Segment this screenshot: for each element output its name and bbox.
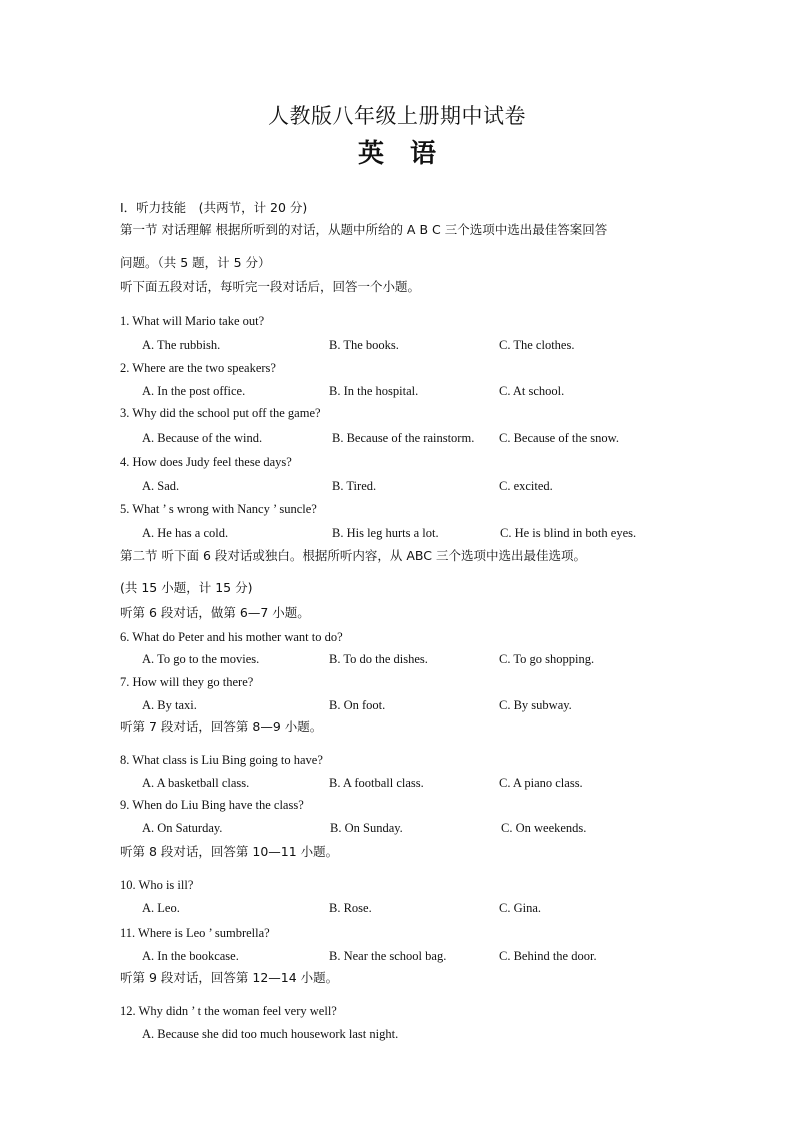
option-a: A. Because of the wind.	[142, 431, 263, 445]
part1-listen-instruction: 听下面五段对话，每听完一段对话后，回答一个小题。	[120, 279, 421, 294]
exam-title: 人教版八年级上册期中试卷	[268, 104, 526, 128]
options-1	[142, 337, 702, 353]
option-b: B. On Sunday.	[330, 821, 403, 835]
option-b: B. A football class.	[329, 776, 424, 790]
options-4	[142, 478, 702, 494]
section-heading: I．听力技能 (共两节，计 20 分)	[120, 200, 308, 215]
part2-instruction-line2: (共 15 小题，计 15 分)	[120, 580, 253, 595]
question-12: 12. Why didn ’ t the woman feel very well?	[120, 1004, 337, 1018]
dialog-7-instruction: 听第 7 段对话，回答第 8—9 小题。	[120, 719, 323, 734]
options-8	[142, 775, 702, 791]
dialog-6-instruction: 听第 6 段对话，做第 6—7 小题。	[120, 605, 310, 620]
options-5	[142, 525, 702, 541]
question-7: 7. How will they go there?	[120, 675, 254, 689]
question-11: 11. Where is Leo ’ sumbrella?	[120, 926, 270, 940]
option-c: C. Behind the door.	[499, 949, 597, 963]
option-a: A. Because she did too much housework last night.	[142, 1027, 399, 1041]
option-c: C. Gina.	[499, 901, 542, 915]
part1-instruction-line2: 问题。（共 5 题，计 5 分）	[120, 255, 271, 270]
question-4: 4. How does Judy feel these days?	[120, 455, 292, 469]
option-b: B. To do the dishes.	[329, 652, 428, 666]
question-5: 5. What ’ s wrong with Nancy ’ suncle?	[120, 502, 317, 516]
option-c: C. By subway.	[499, 698, 572, 712]
option-b: B. Near the school bag.	[329, 949, 447, 963]
option-a: A. In the bookcase.	[142, 949, 239, 963]
option-c: C. On weekends.	[501, 821, 587, 835]
options-10	[142, 900, 702, 916]
option-c: C. excited.	[499, 479, 553, 493]
option-a: A. Sad.	[142, 479, 180, 493]
subject-title: 英 语	[357, 139, 436, 169]
options-12	[142, 1026, 702, 1042]
options-7	[142, 697, 702, 713]
part2-instruction-line1: 第二节 听下面 6 段对话或独白。根据所听内容，从 ABC 三个选项中选出最佳选项。	[120, 548, 586, 563]
dialog-9-instruction: 听第 9 段对话，回答第 12—14 小题。	[120, 970, 339, 985]
option-a: A. On Saturday.	[142, 821, 223, 835]
options-9	[142, 820, 702, 836]
option-b: B. On foot.	[329, 698, 386, 712]
question-10: 10. Who is ill?	[120, 878, 194, 892]
option-a: A. By taxi.	[142, 698, 197, 712]
option-a: A. He has a cold.	[142, 526, 229, 540]
options-3	[142, 430, 702, 446]
option-b: B. Because of the rainstorm.	[332, 431, 475, 445]
option-b: B. The books.	[329, 338, 399, 352]
part1-instruction-line1: 第一节 对话理解 根据所听到的对话，从题中所给的 A B C 三个选项中选出最佳答案回答	[120, 222, 608, 237]
option-c: C. The clothes.	[499, 338, 575, 352]
question-2: 2. Where are the two speakers?	[120, 361, 276, 375]
options-6	[142, 651, 702, 667]
option-c: C. A piano class.	[499, 776, 583, 790]
dialog-8-instruction: 听第 8 段对话，回答第 10—11 小题。	[120, 844, 339, 859]
option-c: C. Because of the snow.	[499, 431, 619, 445]
question-9: 9. When do Liu Bing have the class?	[120, 798, 304, 812]
option-b: B. In the hospital.	[329, 384, 419, 398]
question-8: 8. What class is Liu Bing going to have?	[120, 753, 323, 767]
question-1: 1. What will Mario take out?	[120, 314, 265, 328]
option-a: A. In the post office.	[142, 384, 246, 398]
option-b: B. Tired.	[332, 479, 377, 493]
option-c: C. He is blind in both eyes.	[500, 526, 637, 540]
option-a: A. Leo.	[142, 901, 180, 915]
option-b: B. Rose.	[329, 901, 372, 915]
option-b: B. His leg hurts a lot.	[332, 526, 439, 540]
options-11	[142, 948, 702, 964]
option-c: C. At school.	[499, 384, 565, 398]
option-a: A. The rubbish.	[142, 338, 221, 352]
options-2	[142, 383, 702, 399]
question-6: 6. What do Peter and his mother want to do?	[120, 630, 343, 644]
question-3: 3. Why did the school put off the game?	[120, 406, 321, 420]
option-c: C. To go shopping.	[499, 652, 595, 666]
option-a: A. To go to the movies.	[142, 652, 260, 666]
option-a: A. A basketball class.	[142, 776, 250, 790]
